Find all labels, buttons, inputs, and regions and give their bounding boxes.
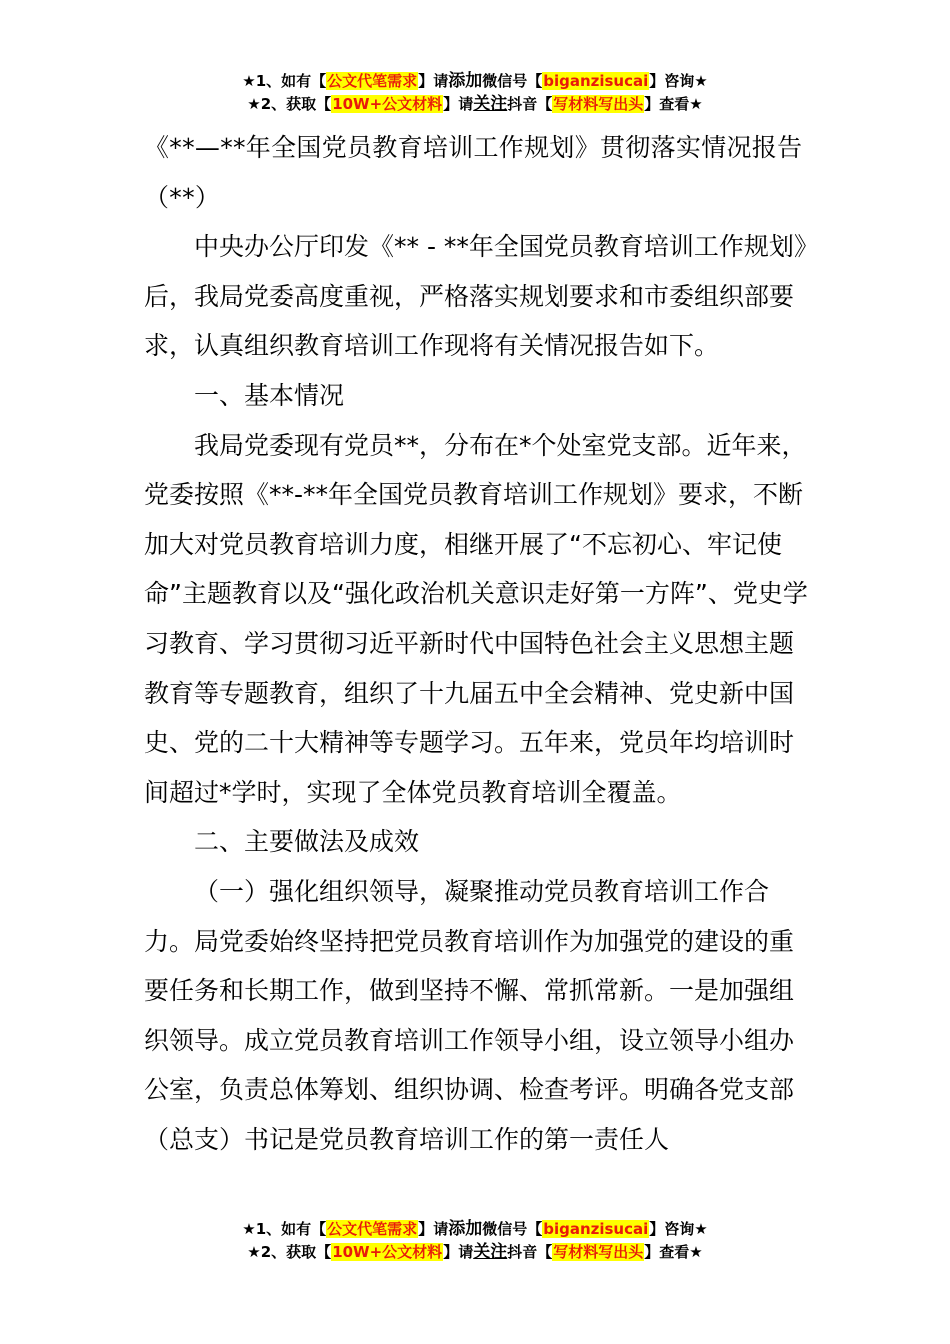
banner-text: 【 xyxy=(311,72,327,90)
banner-text: ★2、获取【 xyxy=(247,1243,332,1261)
document-title: 《**—**年全国党员教育培训工作规划》贯彻落实情况报告（**） xyxy=(144,133,803,212)
banner-text: ★1、如有 xyxy=(242,1220,312,1238)
banner-text: 】查看★ xyxy=(644,95,703,113)
banner-emphasis: 添加 xyxy=(448,1219,483,1239)
highlight-service: 公文代笔需求 xyxy=(327,1220,418,1238)
banner-text: 】请 xyxy=(418,72,449,90)
footer-banner xyxy=(0,1218,950,1264)
banner-text: 【 xyxy=(311,1220,327,1238)
banner-line-1 xyxy=(0,1218,950,1241)
section-paragraph: 我局党委现有党员**，分布在*个处室党支部。近年来，党委按照《**-**年全国党员教育培训工作规划》要求，不断加大对党员教育培训力度，相继开展了“不忘初心、牢记使命”主题教育以及“强化政治机关意识走好第一方阵”、党史学习教育、学习贯彻习近平新时代中国特色社会主义思想主题教育等专题教育，组织了十九届五中全会精神、党史新中国史、党的二十大精神等专题学习。五年来，党员年均培训时间超过*学时，实现了全体党员教育培训全覆盖。 xyxy=(144,430,808,807)
banner-text: 】请 xyxy=(443,1243,474,1261)
intro-paragraph: 中央办公厅印发《** - **年全国党员教育培训工作规划》后，我局党委高度重视，严格落实规划要求和市委组织部要求，认真组织教育培训工作现将有关情况报告如下。 xyxy=(144,232,807,361)
banner-text: 】请 xyxy=(418,1220,449,1238)
banner-text: 】咨询★ xyxy=(649,72,708,90)
highlight-service: 公文代笔需求 xyxy=(327,72,418,90)
highlight-materials: 10W+公文材料 xyxy=(332,95,443,113)
banner-line-2 xyxy=(0,1241,950,1264)
banner-emphasis: 关注 xyxy=(473,94,508,114)
section-heading: 一、基本情况 xyxy=(194,380,345,410)
document-body xyxy=(144,123,814,1164)
banner-emphasis: 添加 xyxy=(448,71,483,91)
banner-text: 】查看★ xyxy=(644,1243,703,1261)
highlight-wechat-id: biganzisucai xyxy=(543,72,649,90)
highlight-materials: 10W+公文材料 xyxy=(332,1243,443,1261)
banner-text: 抖音【 xyxy=(507,1243,553,1261)
header-banner xyxy=(0,70,950,116)
banner-emphasis: 关注 xyxy=(473,1242,508,1262)
banner-text: ★1、如有 xyxy=(242,72,312,90)
banner-text: 微信号【 xyxy=(482,72,543,90)
banner-text: 】请 xyxy=(443,95,474,113)
banner-text: 】咨询★ xyxy=(649,1220,708,1238)
banner-line-2 xyxy=(0,93,950,116)
banner-text: 微信号【 xyxy=(482,1220,543,1238)
banner-text: ★2、获取【 xyxy=(247,95,332,113)
banner-text: 抖音【 xyxy=(507,95,553,113)
highlight-douyin: 写材料写出头 xyxy=(553,1243,644,1261)
section-paragraph: （一）强化组织领导，凝聚推动党员教育培训工作合力。局党委始终坚持把党员教育培训作为加强党的建设的重要任务和长期工作，做到坚持不懈、常抓常新。一是加强组织领导。成立党员教育培训工作领导小组，设立领导小组办公室，负责总体筹划、组织协调、检查考评。明确各党支部（总支）书记是党员教育培训工作的第一责任人 xyxy=(144,876,795,1154)
highlight-wechat-id: biganzisucai xyxy=(543,1220,649,1238)
highlight-douyin: 写材料写出头 xyxy=(553,95,644,113)
section-heading: 二、主要做法及成效 xyxy=(194,827,420,857)
banner-line-1 xyxy=(0,70,950,93)
